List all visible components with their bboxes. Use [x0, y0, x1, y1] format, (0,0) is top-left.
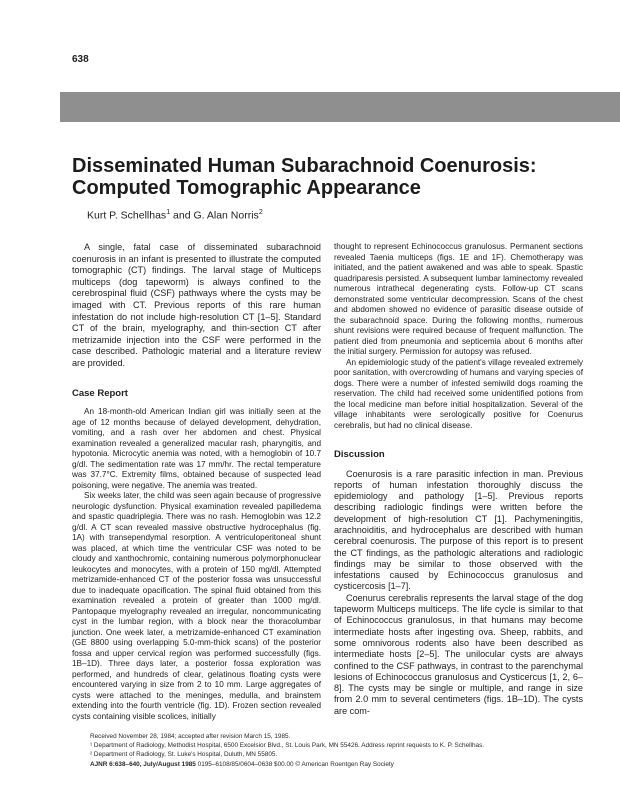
body-paragraph: Coenurosis is a rare parasitic infection in man. Previous reports of human infestation thoroughly discuss the epidemiology and pathology [1–5]. Previous reports describing radiologic findings were written before the development of high-resolution CT [1]. Pachymeningitis, arachnoiditis, and hydrocephalus are described with human cerebral coenurosis. The purpose of this report is to present the CT findings, as the pathologic alterations and radiologic findings may be similar to those observed with the infestations caused by Echinococcus granulosus and cysticercosis [1–7]. [334, 468, 583, 592]
author-name: Kurt P. Schellhas [87, 209, 167, 222]
body-paragraph: thought to represent Echinococcus granulosus. Permanent sections revealed Taenia multiceps (figs. 1E and 1F). Chemotherapy was initiated, and the patient awakened and was able to speak. Spastic quadriparesis persisted. A subsequent lumbar laminectomy revealed numerous intrathecal degenerating cysts. Follow-up CT scans demonstrated some ventricular decompression. Scans of the chest and abdomen showed no evidence of parasitic disease outside of the subarachnoid space. During the following months, numerous shunt revisions were required because of frequent malfunction. The patient died from pneumonia and septicemia about 6 months after the initial surgery. Permission for autopsy was refused. [334, 242, 583, 356]
header-banner [60, 92, 620, 122]
journal-reference: AJNR 6:638–640, July/August 1985 [90, 761, 196, 769]
body-paragraph: An 18-month-old American Indian girl was initially seen at the age of 12 months because of delayed development, dehydration, vomiting, and a rash over her abdomen and chest. Physical examination revealed a generalized macular rash, pharyngitis, and hypotonia. Microcytic anemia was noted, with a hemoglobin of 10.7 g/dl. The sedimentation rate was 17 mm/hr. The rectal temperature was 37.7°C. Extremity films, obtained because of suspected lead poisoning, were negative. The anemia was treated. [72, 407, 321, 490]
right-column [334, 242, 583, 717]
journal-citation [90, 761, 584, 770]
affiliation-footnote: ² Department of Radiology, St. Luke's Hospital, Duluth, MN 55805. [90, 750, 278, 758]
abstract-text: A single, fatal case of disseminated subarachnoid coenurosis in an infant is presented to illustrate the computed tomographic (CT) findings. The larval stage of Multiceps multiceps (dog tapeworm) is always confined to the cerebrospinal fluid (CSF) pathways where the cysts may be imaged with CT. Previous reports of this rare human infestation do not include high-resolution CT [1–5]. Standard CT of the brain, myelography, and thin-section CT after metrizamide injection into the CSF were performed in the case described. Pathologic material and a literature review are provided. [72, 242, 321, 368]
body-paragraph: Coenurus cerebralis represents the larval stage of the dog tapeworm Multiceps multiceps. The life cycle is similar to that of Echinococcus granulosus, in that humans may become intermediate hosts after ingesting ova. Sheep, rabbits, and some omnivorous rodents also have been described as intermediate hosts [2–5]. The unilocular cysts are always confined to the CSF pathways, in contrast to the parenchymal lesions of Echinococcus granulosus and Cysticercus [1, 2, 6–8]. The cysts may be single or multiple, and range in size from 2.0 mm to several centimeters (figs. 1B–1D). The cysts are com- [334, 592, 583, 716]
received-date-note: Received November 28, 1984; accepted after revision March 15, 1985. [90, 733, 291, 740]
author-line [87, 209, 263, 222]
author-affiliation-mark: 2 [258, 209, 263, 216]
section-heading-case-report: Case Report [72, 387, 128, 399]
author-affiliation-mark: 1 [166, 209, 171, 216]
left-column [72, 242, 321, 722]
journal-copyright: 0195–6108/85/0604–0638 $00.00 © American Roentgen Ray Society [195, 761, 394, 769]
affiliation-footnote: ¹ Department of Radiology, Methodist Hospital, 6500 Excelsior Blvd., St. Louis Park, MN 55426. Address reprint requests to K. P. Schellhas. [90, 741, 485, 749]
body-paragraph: An epidemiologic study of the patient's village revealed extremely poor sanitation, with overcrowding of humans and varying species of dogs. There were a number of infested semiwild dogs roaming the reservation. The child had received some unidentified potions from the local medicine man before initial hospitalization. Several of the village inhabitants were serologically positive for Coenurus cerebralis, but had no clinical disease. [334, 357, 583, 430]
article-title: Disseminated Human Subarachnoid Coenurosis: Computed Tomographic Appearance [72, 155, 537, 199]
page-number: 638 [72, 54, 89, 65]
footnotes [90, 733, 584, 770]
discussion-body [334, 469, 583, 718]
body-paragraph: Six weeks later, the child was seen again because of progressive neurologic dysfunction. Physical examination revealed papilledema and spastic quadriplegia. There was no rash. Hemoglobin was 12.2 g/dl. A CT scan revealed massive obstructive hydrocephalus (fig. 1A) with transependymal resorption. A ventriculoperitoneal shunt was placed, at which time the ventricular CSF was noted to be cloudy and xanthochromic, containing numerous polymorphonuclear leukocytes and monocytes, with a protein of 150 mg/dl. Attempted metrizamide-enhanced CT of the posterior fossa was unsuccessful due to inadequate opacification. The spinal fluid obtained from this examination revealed a protein of greater than 1000 mg/dl. Pantopaque myelography revealed an irregular, noncommunicating cyst in the lumbar region, with a block near the thoracolumbar junction. One week later, a metrizamide-enhanced CT examination (GE 8800 using overlapping 5.0-mm-thick scans) of the posterior fossa and upper cervical region was performed successfully (figs. 1B–1D). Three days later, a posterior fossa exploration was performed, and hundreds of clear, gelatinous floating cysts were encountered varying in size from 2 to 10 mm. Large aggregates of cysts were attached to the meninges, medulla, and brainstem extending into the fourth ventricle (fig. 1D). Frozen section revealed cysts containing visible scolices, initially [72, 491, 321, 721]
section-heading-discussion: Discussion [334, 449, 385, 460]
abstract [72, 242, 321, 370]
author-conjunction: and [170, 209, 194, 222]
author-name: G. Alan Norris [193, 209, 259, 222]
